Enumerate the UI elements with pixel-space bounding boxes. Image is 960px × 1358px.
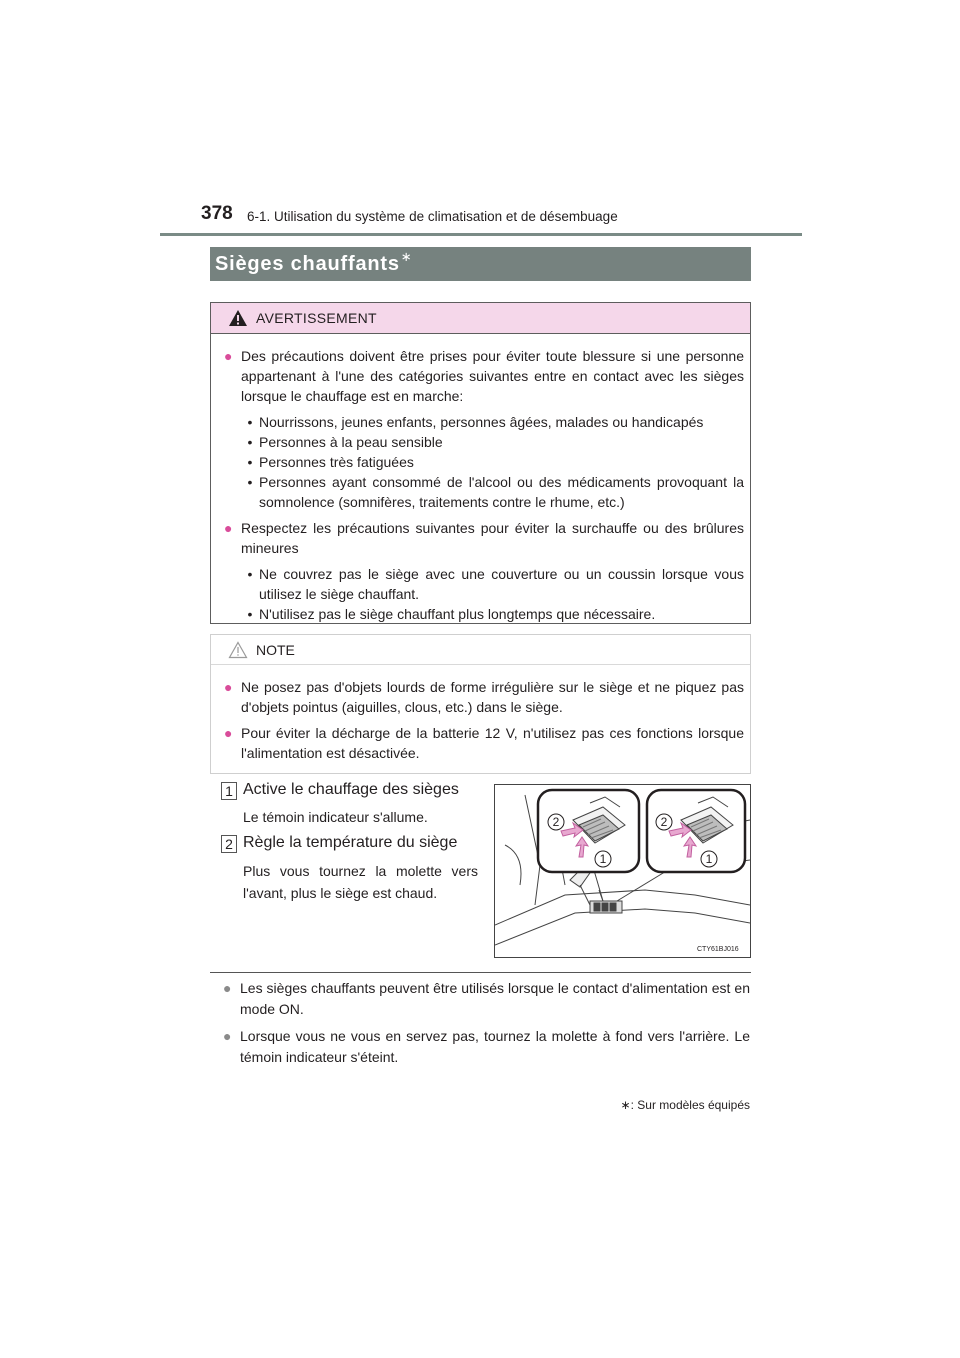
item-description: Le témoin indicateur s'allume. bbox=[243, 809, 428, 825]
figure-code: CTY61BJ016 bbox=[697, 946, 739, 953]
footnote-text: : Sur modèles équipés bbox=[630, 1098, 750, 1112]
list-item: • Personnes très fatiguées bbox=[247, 454, 414, 470]
notes-divider bbox=[210, 972, 751, 973]
title-asterisk: ∗ bbox=[400, 249, 412, 264]
bullet-dot: ● bbox=[223, 980, 232, 996]
page-number: 378 bbox=[201, 203, 233, 224]
console-drawing bbox=[495, 785, 750, 957]
note-header bbox=[211, 635, 750, 665]
bullet-dot: ● bbox=[224, 348, 233, 364]
callout-label: 1 bbox=[705, 852, 713, 866]
bullet-dot: ● bbox=[224, 679, 233, 695]
section-title: Sièges chauffants bbox=[215, 252, 400, 275]
footnote bbox=[621, 1098, 750, 1112]
list-item: • Nourrissons, jeunes enfants, personnes âgées, malades ou handicapés bbox=[247, 414, 704, 430]
warning-bullet-text: Des précautions doivent être prises pour éviter toute blessure si une personne appartenant à l'une des catégories suivantes entre en contact avec les sièges lorsque le chauffage est en marche: bbox=[241, 348, 744, 404]
warning-triangle-icon bbox=[228, 309, 248, 327]
item-number-badge: 2 bbox=[221, 835, 237, 853]
note-bullet bbox=[224, 677, 744, 717]
list-item: • Personnes ayant consommé de l'alcool ou des médicaments provoquant la somnolence (somnifères, traitements contre le rhume, etc.) bbox=[247, 474, 744, 510]
warning-bullet bbox=[224, 518, 744, 558]
notes-list bbox=[223, 978, 750, 1074]
note-bullet bbox=[224, 723, 744, 763]
note-text: Les sièges chauffants peuvent être utilisés lorsque le contact d'alimentation est en mode ON. bbox=[240, 980, 750, 1017]
header-divider bbox=[160, 233, 802, 236]
section-header: 6-1. Utilisation du système de climatisation et de désembuage bbox=[247, 209, 618, 224]
list-item bbox=[223, 978, 750, 1020]
item-description: Plus vous tournez la molette vers l'avant, plus le siège est chaud. bbox=[243, 863, 478, 901]
note-box bbox=[210, 634, 751, 774]
note-text: Lorsque vous ne vous en servez pas, tournez la molette à fond vers l'arrière. Le témoin indicateur s'éteint. bbox=[240, 1028, 750, 1065]
note-title: NOTE bbox=[256, 641, 295, 658]
warning-title: AVERTISSEMENT bbox=[256, 310, 377, 326]
warning-body bbox=[211, 334, 750, 624]
callout-label: 1 bbox=[599, 852, 607, 866]
bullet-dot: ● bbox=[224, 520, 233, 536]
warning-bullet-text: Respectez les précautions suivantes pour éviter la surchauffe ou des brûlures mineures bbox=[241, 520, 744, 556]
note-bullet-text: Pour éviter la décharge de la batterie 12 V, n'utilisez pas ces fonctions lorsque l'alimentation est désactivée. bbox=[241, 725, 744, 761]
list-item bbox=[223, 1026, 750, 1068]
callout-label: 2 bbox=[660, 815, 668, 829]
seat-heater-illustration bbox=[494, 784, 751, 958]
note-body bbox=[211, 665, 750, 763]
item-title: Active le chauffage des sièges bbox=[243, 781, 459, 798]
list-item: • Ne couvrez pas le siège avec une couverture ou un coussin lorsque vous utilisez le siège chauffant. bbox=[247, 566, 744, 602]
warning-bullet bbox=[224, 346, 744, 406]
callout-label: 2 bbox=[552, 815, 560, 829]
warning-sublist bbox=[224, 412, 744, 512]
item-number-badge: 1 bbox=[221, 782, 237, 800]
section-title-bar bbox=[210, 247, 751, 281]
caution-triangle-outline-icon bbox=[228, 641, 248, 659]
bullet-dot: ● bbox=[224, 725, 233, 741]
warning-sublist bbox=[224, 564, 744, 624]
bullet-dot: ● bbox=[223, 1028, 232, 1044]
warning-box bbox=[210, 302, 751, 624]
list-item: • N'utilisez pas le siège chauffant plus longtemps que nécessaire. bbox=[247, 606, 656, 622]
item-title: Règle la température du siège bbox=[243, 834, 458, 851]
note-bullet-text: Ne posez pas d'objets lourds de forme irrégulière sur le siège et ne piquez pas d'objets pointus (aiguilles, clous, etc.) dans le siège. bbox=[241, 679, 744, 715]
list-item: • Personnes à la peau sensible bbox=[247, 434, 443, 450]
footnote-asterisk: ∗ bbox=[620, 1098, 631, 1112]
warning-header bbox=[211, 303, 750, 334]
